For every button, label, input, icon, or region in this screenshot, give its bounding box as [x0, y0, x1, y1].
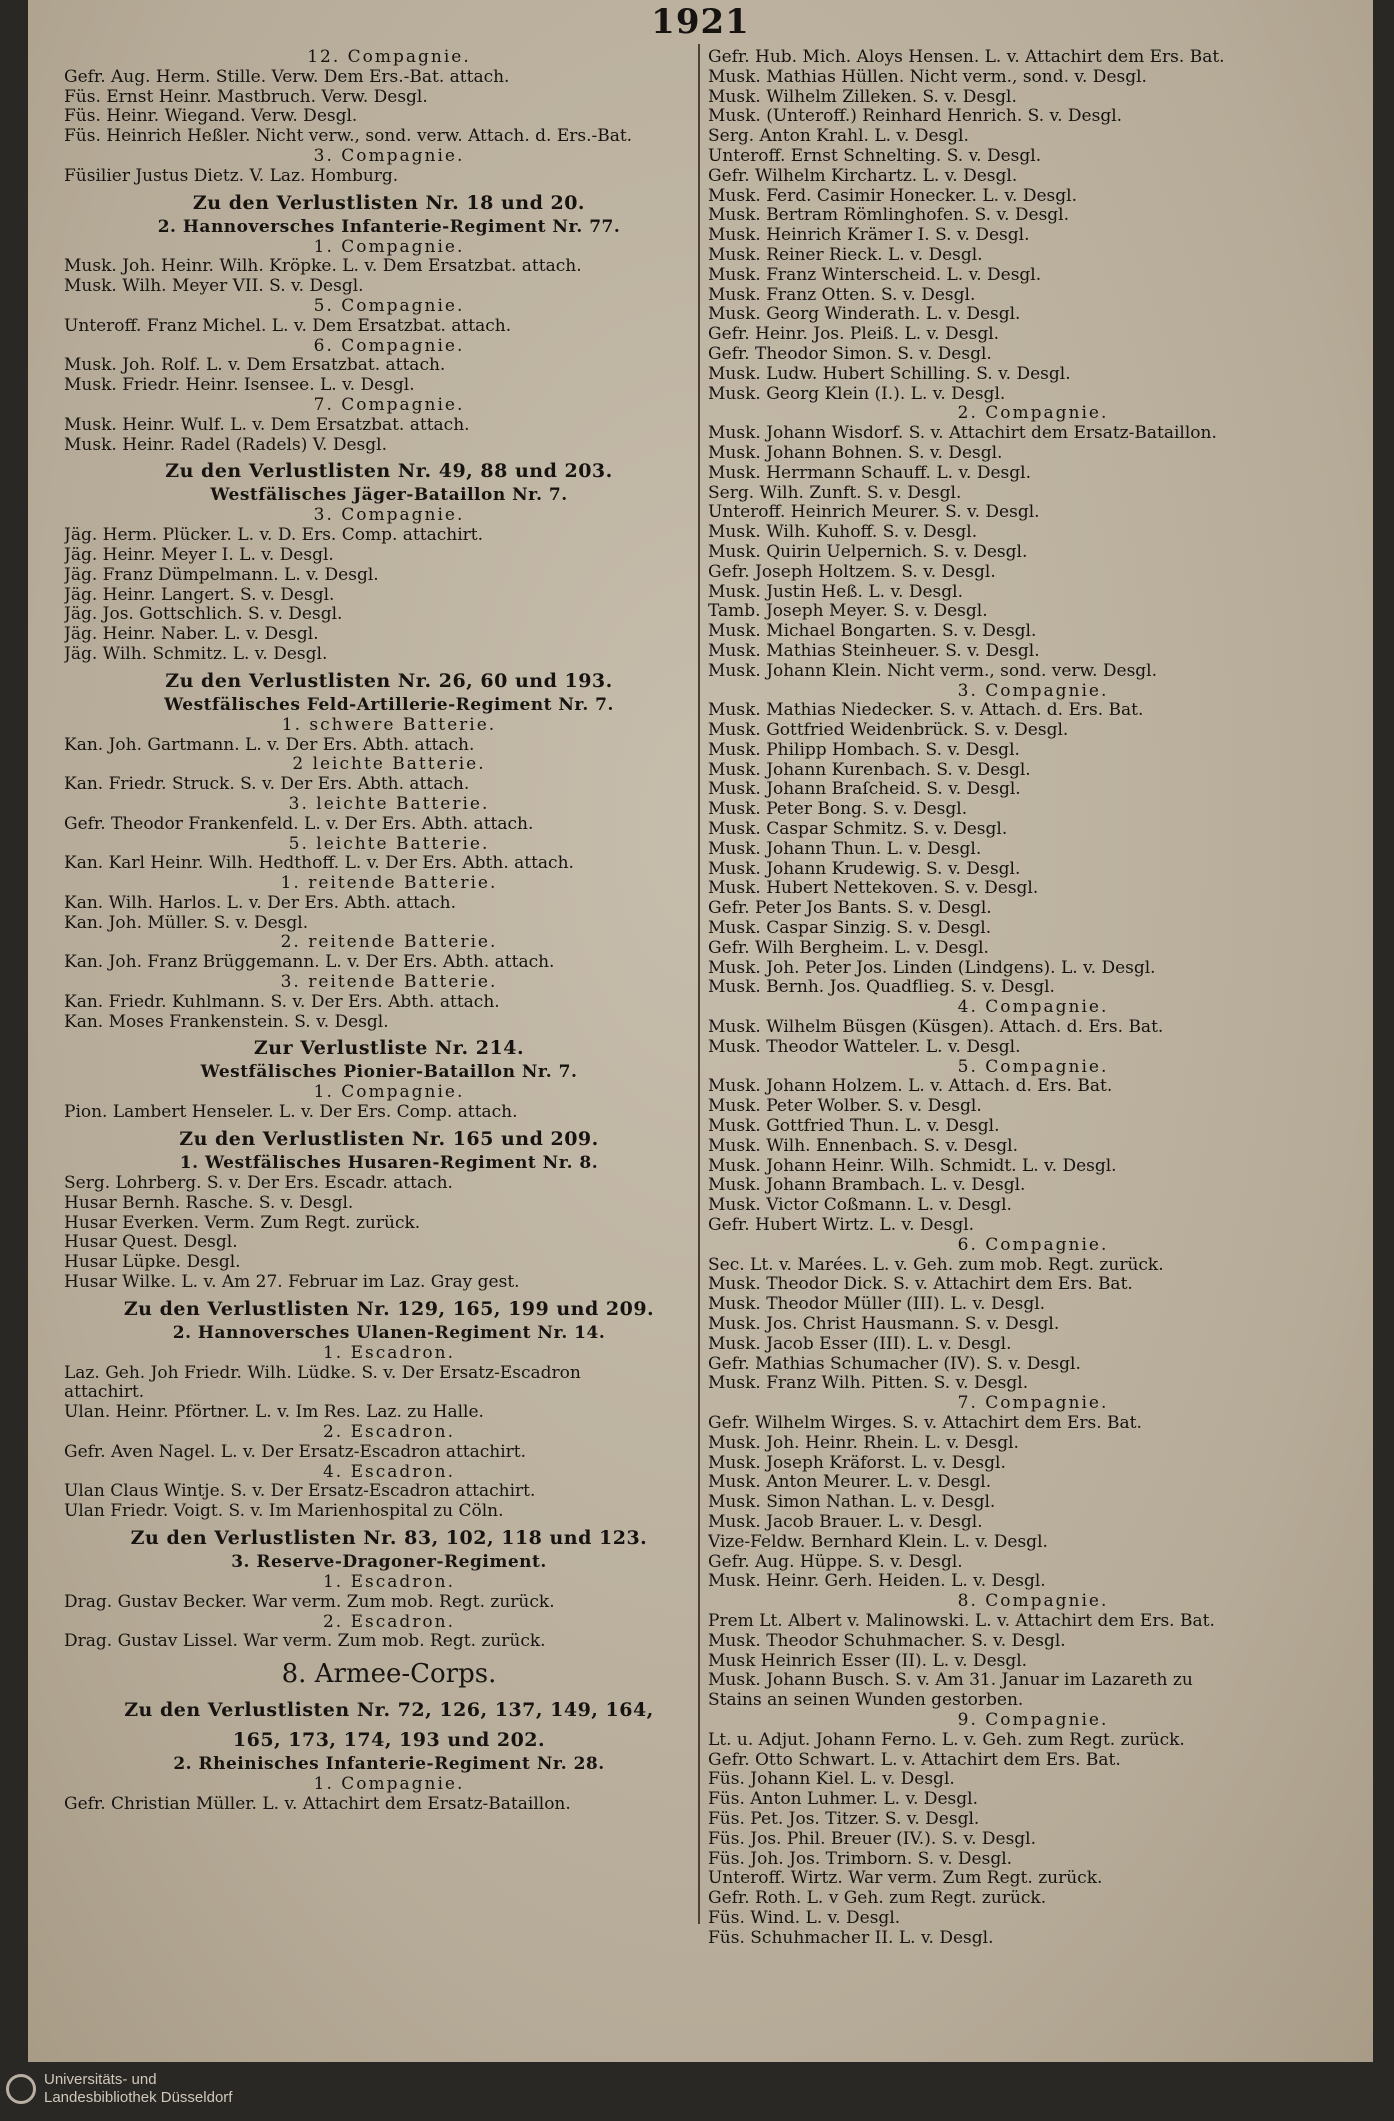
unit-subheading: 12. Compagnie.	[307, 48, 471, 67]
list-entry: Musk. Peter Bong. S. v. Desgl.	[708, 800, 968, 820]
list-entry: Husar Bernh. Rasche. S. v. Desgl.	[64, 1193, 354, 1213]
unit-subheading: 6. Compagnie.	[957, 1235, 1109, 1255]
list-entry: Stains an seinen Wunden gestorben.	[708, 1691, 1024, 1711]
list-entry: Musk. Jos. Christ Hausmann. S. v. Desgl.	[708, 1315, 1060, 1334]
list-entry: Musk. Johann Brambach. L. v. Desgl.	[708, 1176, 1026, 1196]
list-entry: Kan. Joh. Müller. S. v. Desgl.	[64, 913, 309, 933]
list-entry: Musk. Theodor Watteler. L. v. Desgl.	[708, 1037, 1021, 1057]
list-entry: Lt. u. Adjut. Johann Ferno. L. v. Geh. zum Regt. zurück.	[708, 1730, 1185, 1750]
list-entry: Musk. Johann Holzem. L. v. Attach. d. Ers. Bat.	[708, 1077, 1113, 1097]
list-entry: Musk. Joh. Heinr. Wilh. Kröpke. L. v. Dem Ersatzbat. attach.	[64, 257, 582, 277]
list-entry: Jäg. Franz Dümpelmann. L. v. Desgl.	[64, 565, 379, 585]
list-entry: Kan. Wilh. Harlos. L. v. Der Ers. Abth. attach.	[64, 893, 457, 913]
list-entry: Musk. Justin Heß. L. v. Desgl.	[708, 582, 963, 602]
list-entry: Füs. Wind. L. v. Desgl.	[708, 1908, 901, 1928]
list-entry: Füs. Heinrich Heßler. Nicht verw., sond. verw. Attach. d. Ers.-Bat.	[64, 127, 633, 147]
list-entry: Ulan Friedr. Voigt. S. v. Im Marienhospital zu Cöln.	[64, 1502, 504, 1522]
list-entry: Musk. Heinrich Krämer I. S. v. Desgl.	[708, 226, 1030, 246]
unit-subheading: 2. Escadron.	[322, 1423, 455, 1443]
section-heading: 165, 173, 174, 193 und 202.	[232, 1729, 546, 1752]
list-entry: Kan. Joh. Franz Brüggemann. L. v. Der Ers. Abth. attach.	[64, 953, 555, 973]
list-entry: Jäg. Heinr. Naber. L. v. Desgl.	[64, 625, 319, 645]
list-entry: Musk. Friedr. Heinr. Isensee. L. v. Desgl.	[64, 376, 415, 396]
list-entry: Kan. Moses Frankenstein. S. v. Desgl.	[64, 1012, 389, 1032]
list-entry: Musk. Mathias Hüllen. Nicht verm., sond. v. Desgl.	[708, 67, 1147, 87]
regiment-heading: Westfälisches Pionier-Bataillon Nr. 7.	[200, 1062, 578, 1083]
list-entry: Ulan. Heinr. Pförtner. L. v. Im Res. Laz. zu Halle.	[64, 1403, 484, 1423]
library-name	[44, 2071, 232, 2107]
list-entry: Husar Wilke. L. v. Am 27. Februar im Laz. Gray gest.	[64, 1273, 520, 1293]
unit-subheading: 1. Escadron.	[322, 1573, 455, 1593]
list-entry: Jäg. Wilh. Schmitz. L. v. Desgl.	[64, 644, 328, 664]
list-entry: Musk. Mathias Steinheuer. S. v. Desgl.	[708, 641, 1040, 661]
list-entry: Füs. Schuhmacher II. L. v. Desgl.	[708, 1928, 994, 1948]
list-entry: Gefr. Hub. Mich. Aloys Hensen. L. v. Attachirt dem Ers. Bat.	[708, 48, 1225, 67]
list-entry: Serg. Lohrberg. S. v. Der Ers. Escadr. attach.	[64, 1174, 453, 1194]
unit-subheading: 2. reitende Batterie.	[280, 933, 498, 953]
unit-subheading: 2. Compagnie.	[957, 404, 1109, 424]
list-entry: Musk. Caspar Schmitz. S. v. Desgl.	[708, 820, 1008, 840]
list-entry: Gefr. Christian Müller. L. v. Attachirt dem Ersatz-Bataillon.	[64, 1795, 571, 1814]
unit-subheading: 6. Compagnie.	[313, 336, 465, 356]
unit-subheading: 1. schwere Batterie.	[281, 715, 497, 735]
list-entry: Musk. Heinr. Wulf. L. v. Dem Ersatzbat. attach.	[64, 415, 470, 435]
list-entry: Musk. Anton Meurer. L. v. Desgl.	[708, 1473, 992, 1493]
list-entry: Musk. Johann Braſcheid. S. v. Desgl.	[708, 780, 1021, 800]
unit-subheading: 3. reitende Batterie.	[280, 973, 498, 993]
section-heading: Zu den Verlustlisten Nr. 26, 60 und 193.	[165, 669, 613, 692]
unit-subheading: 8. Compagnie.	[957, 1592, 1109, 1612]
unit-subheading: 4. Escadron.	[322, 1462, 455, 1482]
list-entry: Gefr. Otto Schwart. L. v. Attachirt dem Ers. Bat.	[708, 1750, 1121, 1770]
list-entry: Musk. Victor Coßmann. L. v. Desgl.	[708, 1196, 1012, 1216]
list-entry: Musk. Herrmann Schauff. L. v. Desgl.	[708, 463, 1031, 483]
section-heading: Zu den Verlustlisten Nr. 129, 165, 199 und 209.	[123, 1297, 655, 1320]
unit-subheading: 9. Compagnie.	[957, 1710, 1109, 1730]
right-column	[708, 48, 1358, 1949]
list-entry: Jäg. Heinr. Meyer I. L. v. Desgl.	[64, 545, 334, 565]
unit-subheading: 3. leichte Batterie.	[288, 794, 490, 814]
list-entry: Musk. Jacob Esser (III). L. v. Desgl.	[708, 1334, 1012, 1354]
list-entry: Drag. Gustav Becker. War verm. Zum mob. Regt. zurück.	[64, 1592, 555, 1612]
unit-subheading: 5. Compagnie.	[313, 296, 465, 316]
list-entry: Drag. Gustav Lissel. War verm. Zum mob. Regt. zurück.	[64, 1632, 546, 1652]
list-entry: Unteroff. Wirtz. War verm. Zum Regt. zurück.	[708, 1869, 1103, 1889]
list-entry: Musk. Mathias Niedecker. S. v. Attach. d. Ers. Bat.	[708, 701, 1144, 721]
unit-subheading: 2. Escadron.	[322, 1612, 455, 1632]
list-entry: Musk. Hubert Nettekoven. S. v. Desgl.	[708, 879, 1039, 899]
list-entry: Jäg. Heinr. Langert. S. v. Desgl.	[64, 585, 335, 605]
section-heading: Zur Verlustliste Nr. 214.	[253, 1037, 525, 1060]
list-entry: Musk. Gottfried Thun. L. v. Desgl.	[708, 1117, 1000, 1137]
unit-subheading: 1. Compagnie.	[313, 1083, 465, 1103]
section-heading: Zu den Verlustlisten Nr. 165 und 209.	[179, 1128, 599, 1151]
list-entry: Prem Lt. Albert v. Malinowski. L. v. Attachirt dem Ers. Bat.	[708, 1611, 1215, 1631]
list-entry: Füs. Anton Luhmer. L. v. Desgl.	[708, 1790, 978, 1810]
list-entry: Musk. Theodor Müller (III). L. v. Desgl.	[708, 1295, 1046, 1315]
list-entry: Vize-Feldw. Bernhard Klein. L. v. Desgl.	[708, 1532, 1048, 1552]
list-entry: Musk. Franz Winterscheid. L. v. Desgl.	[708, 265, 1042, 285]
list-entry: Musk. Johann Klein. Nicht verm., sond. verw. Desgl.	[708, 661, 1158, 681]
list-entry: Unteroff. Heinrich Meurer. S. v. Desgl.	[708, 503, 1040, 523]
list-entry: Gefr. Wilh Bergheim. L. v. Desgl.	[708, 938, 989, 958]
left-column	[64, 48, 714, 1815]
list-entry: Musk. Franz Wilh. Pitten. S. v. Desgl.	[708, 1374, 1029, 1394]
unit-subheading: 5. leichte Batterie.	[288, 834, 490, 854]
list-entry: Musk. Johann Thun. L. v. Desgl.	[708, 839, 982, 859]
section-heading: Zu den Verlustlisten Nr. 83, 102, 118 und 123.	[130, 1527, 648, 1550]
list-entry: Musk. (Unteroff.) Reinhard Henrich. S. v. Desgl.	[708, 107, 1123, 127]
list-entry: Sec. Lt. v. Marées. L. v. Geh. zum mob. Regt. zurück.	[708, 1255, 1164, 1275]
list-entry: Musk. Bertram Römlinghofen. S. v. Desgl.	[708, 206, 1070, 226]
unit-subheading: 1. Compagnie.	[313, 1775, 465, 1795]
list-entry: Musk. Gottfried Weidenbrück. S. v. Desgl.	[708, 721, 1069, 741]
unit-subheading: 7. Compagnie.	[957, 1394, 1109, 1414]
list-entry: Pion. Lambert Henseler. L. v. Der Ers. Comp. attach.	[64, 1103, 518, 1123]
list-entry: Musk. Wilhelm Büsgen (Küsgen). Attach. d. Ers. Bat.	[708, 1018, 1164, 1038]
list-entry: Musk. Jacob Brauer. L. v. Desgl.	[708, 1512, 983, 1532]
list-entry: Gefr. Peter Jos Bants. S. v. Desgl.	[708, 899, 992, 919]
list-entry: Musk. Theodor Schuhmacher. S. v. Desgl.	[708, 1631, 1066, 1651]
list-entry: Musk. Johann Bohnen. S. v. Desgl.	[708, 443, 1003, 463]
list-entry: Kan. Karl Heinr. Wilh. Hedthoff. L. v. Der Ers. Abth. attach.	[64, 854, 574, 874]
list-entry: Füs. Joh. Jos. Trimborn. S. v. Desgl.	[708, 1849, 1013, 1869]
list-entry: Musk. Peter Wolber. S. v. Desgl.	[708, 1097, 982, 1117]
list-entry: Musk. Georg Winderath. L. v. Desgl.	[708, 305, 1021, 325]
regiment-heading: 2. Rheinisches Infanterie-Regiment Nr. 28.	[173, 1754, 605, 1775]
regiment-heading: 1. Westfälisches Husaren-Regiment Nr. 8.	[179, 1153, 599, 1174]
list-entry: Unteroff. Franz Michel. L. v. Dem Ersatzbat. attach.	[64, 316, 512, 336]
list-entry: Gefr. Wilhelm Wirges. S. v. Attachirt dem Ers. Bat.	[708, 1413, 1142, 1433]
library-name-line2: Landesbibliothek Düsseldorf	[44, 2089, 233, 2106]
list-entry: Gefr. Aug. Hüppe. S. v. Desgl.	[708, 1552, 963, 1572]
newspaper-page	[28, 0, 1373, 2062]
list-entry: Musk. Joseph Kräforst. L. v. Desgl.	[708, 1453, 1006, 1473]
list-entry: Füsilier Justus Dietz. V. Laz. Homburg.	[64, 166, 399, 186]
list-entry: Musk. Franz Otten. S. v. Desgl.	[708, 285, 976, 305]
list-entry: Kan. Friedr. Kuhlmann. S. v. Der Ers. Abth. attach.	[64, 992, 500, 1012]
list-entry: Musk. Heinr. Gerh. Heiden. L. v. Desgl.	[708, 1572, 1046, 1592]
list-entry: Musk. Theodor Dick. S. v. Attachirt dem Ers. Bat.	[708, 1275, 1133, 1295]
library-footer	[0, 2062, 1394, 2121]
regiment-heading: 2. Hannoversches Infanterie-Regiment Nr. 77.	[157, 216, 621, 237]
list-entry: Musk. Caspar Sinzig. S. v. Desgl.	[708, 919, 992, 939]
list-entry: Serg. Wilh. Zunft. S. v. Desgl.	[708, 483, 962, 503]
library-logo-icon	[6, 2074, 36, 2104]
list-entry: Gefr. Theodor Simon. S. v. Desgl.	[708, 344, 992, 364]
list-entry: Musk. Ferd. Casimir Honecker. L. v. Desgl.	[708, 186, 1077, 206]
list-entry: Gefr. Mathias Schumacher (IV). S. v. Desgl.	[708, 1354, 1081, 1374]
list-entry: Laz. Geh. Joh Friedr. Wilh. Lüdke. S. v. Der Ersatz-Escadron	[64, 1363, 581, 1383]
list-entry: Musk. Joh. Heinr. Rhein. L. v. Desgl.	[708, 1433, 1019, 1453]
corps-heading: 8. Armee-Corps.	[281, 1659, 497, 1690]
unit-subheading: 5. Compagnie.	[957, 1057, 1109, 1077]
list-entry: Musk Heinrich Esser (II). L. v. Desgl.	[708, 1651, 1028, 1671]
section-heading: Zu den Verlustlisten Nr. 18 und 20.	[192, 191, 586, 214]
column-divider	[698, 44, 700, 1924]
list-entry: Musk. Wilhelm Zilleken. S. v. Desgl.	[708, 87, 1017, 107]
list-entry: Musk. Joh. Rolf. L. v. Dem Ersatzbat. attach.	[64, 356, 446, 376]
unit-subheading: 1. Escadron.	[322, 1343, 455, 1363]
list-entry: Serg. Anton Krahl. L. v. Desgl.	[708, 127, 969, 147]
unit-subheading: 1. reitende Batterie.	[280, 874, 498, 894]
list-entry: Musk. Wilh. Ennenbach. S. v. Desgl.	[708, 1136, 1018, 1156]
list-entry: Gefr. Aven Nagel. L. v. Der Ersatz-Escadron attachirt.	[64, 1442, 527, 1462]
list-entry: Gefr. Wilhelm Kirchartz. L. v. Desgl.	[708, 166, 1018, 186]
list-entry: Jäg. Herm. Plücker. L. v. D. Ers. Comp. attachirt.	[64, 526, 483, 546]
list-entry: Gefr. Joseph Holtzem. S. v. Desgl.	[708, 562, 996, 582]
list-entry: Tamb. Joseph Meyer. S. v. Desgl.	[708, 602, 988, 622]
library-name-line1: Universitäts- und	[44, 2071, 157, 2088]
list-entry: Musk. Johann Busch. S. v. Am 31. Januar im Lazareth zu	[708, 1671, 1193, 1691]
list-entry: Gefr. Roth. L. v Geh. zum Regt. zurück.	[708, 1889, 1047, 1909]
list-entry: Musk. Philipp Hombach. S. v. Desgl.	[708, 740, 1020, 760]
list-entry: Gefr. Heinr. Jos. Pleiß. L. v. Desgl.	[708, 325, 1000, 345]
unit-subheading: 7. Compagnie.	[313, 395, 465, 415]
list-entry: Husar Lüpke. Desgl.	[64, 1253, 241, 1273]
list-entry: Musk. Heinr. Radel (Radels) V. Desgl.	[64, 435, 387, 455]
unit-subheading: 3. Compagnie.	[957, 681, 1109, 701]
unit-subheading: 3. Compagnie.	[313, 506, 465, 526]
list-entry: Musk. Georg Klein (I.). L. v. Desgl.	[708, 384, 1006, 404]
list-entry: Musk. Ludw. Hubert Schilling. S. v. Desgl.	[708, 364, 1071, 384]
list-entry: Füs. Pet. Jos. Titzer. S. v. Desgl.	[708, 1809, 980, 1829]
list-entry: Füs. Ernst Heinr. Mastbruch. Verw. Desgl.	[64, 87, 428, 107]
unit-subheading: 2 leichte Batterie.	[292, 755, 486, 775]
regiment-heading: Westfälisches Jäger-Bataillon Nr. 7.	[210, 485, 568, 506]
list-entry: Jäg. Jos. Gottschlich. S. v. Desgl.	[64, 605, 343, 625]
list-entry: Gefr. Hubert Wirtz. L. v. Desgl.	[708, 1216, 975, 1236]
list-entry: Füs. Jos. Phil. Breuer (IV.). S. v. Desgl.	[708, 1829, 1037, 1849]
list-entry: Kan. Joh. Gartmann. L. v. Der Ers. Abth. attach.	[64, 735, 475, 755]
page-number: 1921	[651, 2, 750, 42]
unit-subheading: 1. Compagnie.	[313, 237, 465, 257]
unit-subheading: 3. Compagnie.	[313, 146, 465, 166]
list-entry: Füs. Heinr. Wiegand. Verw. Desgl.	[64, 107, 358, 127]
list-entry: Musk. Johann Krudewig. S. v. Desgl.	[708, 859, 1021, 879]
section-heading: Zu den Verlustlisten Nr. 49, 88 und 203.	[165, 460, 613, 483]
list-entry: Gefr. Aug. Herm. Stille. Verw. Dem Ers.-Bat. attach.	[64, 67, 510, 87]
list-entry: Musk. Johann Heinr. Wilh. Schmidt. L. v. Desgl.	[708, 1156, 1117, 1176]
list-entry: Musk. Simon Nathan. L. v. Desgl.	[708, 1493, 996, 1513]
unit-subheading: 4. Compagnie.	[957, 998, 1109, 1018]
list-entry: Musk. Joh. Peter Jos. Linden (Lindgens). L. v. Desgl.	[708, 958, 1156, 978]
regiment-heading: 3. Reserve-Dragoner-Regiment.	[231, 1552, 547, 1573]
list-entry: Gefr. Theodor Frankenfeld. L. v. Der Ers. Abth. attach.	[64, 814, 534, 834]
section-heading: Zu den Verlustlisten Nr. 72, 126, 137, 149, 164,	[124, 1699, 654, 1722]
list-entry: Musk. Wilh. Kuhoff. S. v. Desgl.	[708, 523, 978, 543]
list-entry: Musk. Bernh. Jos. Quadflieg. S. v. Desgl.	[708, 978, 1055, 998]
list-entry: Kan. Friedr. Struck. S. v. Der Ers. Abth. attach.	[64, 775, 470, 795]
regiment-heading: Westfälisches Feld-Artillerie-Regiment Nr. 7.	[164, 694, 614, 715]
list-entry: Füs. Johann Kiel. L. v. Desgl.	[708, 1770, 955, 1790]
list-entry: Musk. Reiner Rieck. L. v. Desgl.	[708, 245, 983, 265]
list-entry: Musk. Quirin Uelpernich. S. v. Desgl.	[708, 542, 1028, 562]
list-entry: Musk. Johann Kurenbach. S. v. Desgl.	[708, 760, 1031, 780]
list-entry: Husar Everken. Verm. Zum Regt. zurück.	[64, 1213, 421, 1233]
list-entry: Unteroff. Ernst Schnelting. S. v. Desgl.	[708, 146, 1042, 166]
list-entry: Musk. Wilh. Meyer VII. S. v. Desgl.	[64, 277, 364, 297]
regiment-heading: 2. Hannoversches Ulanen-Regiment Nr. 14.	[172, 1322, 606, 1343]
list-entry: attachirt.	[64, 1383, 145, 1403]
list-entry: Ulan Claus Wintje. S. v. Der Ersatz-Escadron attachirt.	[64, 1482, 536, 1502]
list-entry: Husar Quest. Desgl.	[64, 1233, 238, 1253]
list-entry: Musk. Johann Wisdorf. S. v. Attachirt dem Ersatz-Bataillon.	[708, 424, 1217, 444]
list-entry: Musk. Michael Bongarten. S. v. Desgl.	[708, 622, 1037, 642]
